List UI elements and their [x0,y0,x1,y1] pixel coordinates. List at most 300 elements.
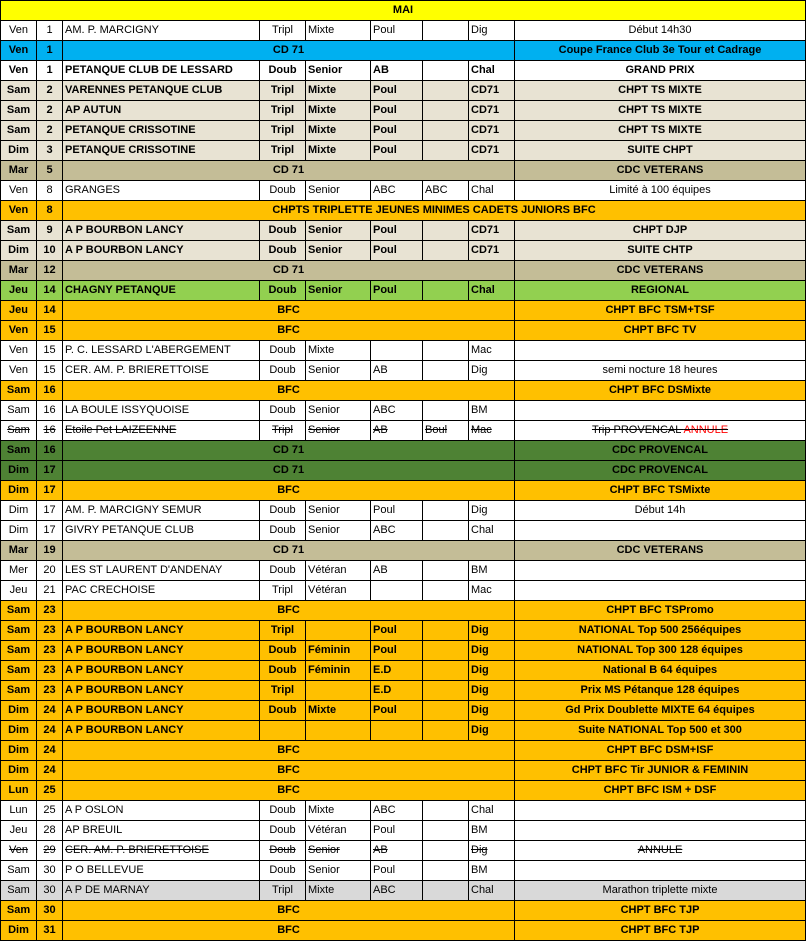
table-row [1,841,806,861]
cell-club: A P BOURBON LANCY [63,641,260,661]
cell-b [423,681,469,701]
cell-num: 16 [37,441,63,461]
table-row [1,381,806,401]
cell-org: Dig [469,681,515,701]
cell-type: Doub [260,241,306,261]
cell-club: CD 71 [63,441,515,461]
cell-cat: Vétéran [306,821,371,841]
cell-type: Doub [260,841,306,861]
cell-day: Sam [1,441,37,461]
cancelled-marker: ANNULE [683,424,729,436]
cell-note: SUITE CHTP [515,241,806,261]
cell-type: Tripl [260,421,306,441]
cell-day: Mer [1,561,37,581]
cell-day: Dim [1,141,37,161]
cell-note: CHPT BFC ISM + DSF [515,781,806,801]
cell-org: CD71 [469,81,515,101]
cell-org: Mac [469,341,515,361]
cell-num: 17 [37,521,63,541]
table-row [1,441,806,461]
cell-b [423,361,469,381]
cell-club: PETANQUE CRISSOTINE [63,121,260,141]
cell-org: Mac [469,421,515,441]
cell-a: Poul [371,241,423,261]
cell-note [515,561,806,581]
cell-b [423,101,469,121]
cell-org: CD71 [469,141,515,161]
cell-num: 10 [37,241,63,261]
month-title-row [1,1,806,21]
cell-org: BM [469,821,515,841]
cell-cat [306,621,371,641]
cell-club: BFC [63,481,515,501]
cell-num: 15 [37,321,63,341]
cell-b [423,241,469,261]
table-row [1,481,806,501]
cell-club: A P BOURBON LANCY [63,241,260,261]
cell-org: CD71 [469,221,515,241]
cell-club: A P BOURBON LANCY [63,661,260,681]
cell-cat: Senior [306,521,371,541]
cell-club: A P BOURBON LANCY [63,621,260,641]
cell-num: 24 [37,761,63,781]
cell-a: AB [371,421,423,441]
cell-type: Tripl [260,681,306,701]
cell-type: Tripl [260,621,306,641]
cell-num: 1 [37,41,63,61]
cell-note: SUITE CHPT [515,141,806,161]
cell-b [423,821,469,841]
table-row [1,861,806,881]
cell-type: Doub [260,361,306,381]
cell-note: Début 14h30 [515,21,806,41]
cell-num: 17 [37,481,63,501]
cell-club: CD 71 [63,541,515,561]
cell-type: Tripl [260,81,306,101]
cell-num: 16 [37,401,63,421]
cell-day: Ven [1,21,37,41]
cell-cat: Senior [306,221,371,241]
cell-day: Dim [1,521,37,541]
table-row [1,701,806,721]
cell-a: Poul [371,501,423,521]
cell-note: Suite NATIONAL Top 500 et 300 [515,721,806,741]
table-row [1,121,806,141]
table-row [1,461,806,481]
table-row [1,321,806,341]
cell-a: Poul [371,121,423,141]
cell-b [423,721,469,741]
cell-num: 20 [37,561,63,581]
cell-num: 29 [37,841,63,861]
cell-day: Dim [1,921,37,941]
table-row [1,621,806,641]
cell-club: LA BOULE ISSYQUOISE [63,401,260,421]
cell-a: ABC [371,521,423,541]
cell-cat: Mixte [306,21,371,41]
cell-num: 24 [37,701,63,721]
cell-note: CDC VETERANS [515,161,806,181]
cell-club: BFC [63,761,515,781]
cell-a: AB [371,561,423,581]
cell-type: Doub [260,861,306,881]
cell-day: Dim [1,461,37,481]
cell-num: 9 [37,221,63,241]
cell-note: NATIONAL Top 300 128 équipes [515,641,806,661]
cell-note: Gd Prix Doublette MIXTE 64 équipes [515,701,806,721]
cell-a: ABC [371,181,423,201]
cell-b [423,801,469,821]
cell-a: Poul [371,701,423,721]
cell-day: Sam [1,121,37,141]
cell-b [423,61,469,81]
cell-day: Ven [1,181,37,201]
cell-club: BFC [63,901,515,921]
table-row [1,81,806,101]
cell-a: Poul [371,21,423,41]
cell-note [515,861,806,881]
cell-org: Dig [469,21,515,41]
table-row [1,361,806,381]
cell-note: CDC PROVENCAL [515,461,806,481]
cell-day: Mar [1,261,37,281]
cell-a: AB [371,841,423,861]
cell-a: AB [371,61,423,81]
cell-note [515,521,806,541]
cell-org: Dig [469,661,515,681]
cell-num: 25 [37,781,63,801]
cell-num: 25 [37,801,63,821]
cell-day: Jeu [1,281,37,301]
cell-num: 8 [37,201,63,221]
cell-a [371,341,423,361]
cell-a: Poul [371,861,423,881]
cell-a [371,721,423,741]
cell-type [260,721,306,741]
table-row [1,41,806,61]
cell-num: 8 [37,181,63,201]
cell-b [423,281,469,301]
cell-note: GRAND PRIX [515,61,806,81]
cell-b [423,521,469,541]
cell-org: Chal [469,881,515,901]
cell-note [515,401,806,421]
cell-b [423,621,469,641]
page-title: MAI [1,1,806,21]
cell-day: Sam [1,901,37,921]
cell-type: Doub [260,221,306,241]
cell-num: 19 [37,541,63,561]
cell-club: GRANGES [63,181,260,201]
cell-b: ABC [423,181,469,201]
cell-num: 24 [37,741,63,761]
cell-org: Dig [469,621,515,641]
cell-num: 30 [37,901,63,921]
cell-b [423,701,469,721]
table-row [1,281,806,301]
cell-num: 2 [37,101,63,121]
cell-club: CD 71 [63,261,515,281]
cell-club: PAC CRECHOISE [63,581,260,601]
cell-num: 23 [37,621,63,641]
cell-cat: Féminin [306,661,371,681]
cell-num: 15 [37,361,63,381]
cell-org: CD71 [469,121,515,141]
cell-num: 30 [37,881,63,901]
cell-club: A P OSLON [63,801,260,821]
table-row [1,821,806,841]
cell-note: REGIONAL [515,281,806,301]
cell-day: Sam [1,381,37,401]
cell-b [423,401,469,421]
cell-a: Poul [371,81,423,101]
cell-type: Doub [260,181,306,201]
cell-num: 23 [37,601,63,621]
cell-num: 21 [37,581,63,601]
table-row [1,801,806,821]
cell-cat: Senior [306,421,371,441]
cell-day: Dim [1,481,37,501]
cell-note: Trip PROVENCAL ANNULE [515,421,806,441]
table-row [1,641,806,661]
cell-day: Ven [1,201,37,221]
cell-day: Dim [1,701,37,721]
cell-num: 14 [37,301,63,321]
cell-day: Sam [1,401,37,421]
cell-a: E.D [371,661,423,681]
cell-org: BM [469,401,515,421]
cell-note: CHPT BFC TJP [515,901,806,921]
cell-club: CHAGNY PETANQUE [63,281,260,301]
cell-num: 28 [37,821,63,841]
cell-day: Sam [1,221,37,241]
cell-num: 23 [37,641,63,661]
cell-b [423,841,469,861]
cell-type: Doub [260,61,306,81]
table-row [1,541,806,561]
table-row [1,661,806,681]
table-row [1,401,806,421]
cell-num: 23 [37,681,63,701]
cell-b [423,861,469,881]
table-row [1,241,806,261]
table-row [1,601,806,621]
cell-cat: Senior [306,241,371,261]
cell-org: Dig [469,721,515,741]
cell-cat: Mixte [306,81,371,101]
cell-cat: Senior [306,181,371,201]
cell-a: AB [371,361,423,381]
cell-day: Jeu [1,581,37,601]
cell-type: Doub [260,821,306,841]
cell-day: Sam [1,81,37,101]
cell-type: Tripl [260,101,306,121]
cell-org: Dig [469,701,515,721]
cell-day: Ven [1,361,37,381]
cell-org: Chal [469,181,515,201]
cell-note: CHPT TS MIXTE [515,121,806,141]
table-row [1,781,806,801]
cell-a: ABC [371,801,423,821]
cell-a: Poul [371,821,423,841]
cell-club: BFC [63,741,515,761]
cell-num: 30 [37,861,63,881]
cell-note: CHPTS TRIPLETTE JEUNES MINIMES CADETS JUNIORS BFC [63,201,806,221]
table-row [1,761,806,781]
cell-club: PETANQUE CLUB DE LESSARD [63,61,260,81]
table-row [1,681,806,701]
cell-day: Sam [1,101,37,121]
cell-cat: Senior [306,361,371,381]
cell-a: Poul [371,621,423,641]
cell-note: CHPT TS MIXTE [515,101,806,121]
cell-a: ABC [371,401,423,421]
cell-day: Lun [1,801,37,821]
cell-note: Marathon triplette mixte [515,881,806,901]
cell-day: Dim [1,741,37,761]
cell-b [423,341,469,361]
cell-type: Doub [260,521,306,541]
table-row [1,421,806,441]
cell-cat: Mixte [306,881,371,901]
cell-cat: Mixte [306,801,371,821]
cell-club: CD 71 [63,461,515,481]
cell-club: CER. AM. P. BRIERETTOISE [63,841,260,861]
cell-note: CHPT DJP [515,221,806,241]
cell-b [423,581,469,601]
cell-note: Prix MS Pétanque 128 équipes [515,681,806,701]
cell-club: PETANQUE CRISSOTINE [63,141,260,161]
cell-type: Doub [260,281,306,301]
cell-type: Tripl [260,121,306,141]
cell-a: Poul [371,281,423,301]
cell-note: CHPT BFC DSMixte [515,381,806,401]
cell-type: Doub [260,341,306,361]
cell-type: Doub [260,801,306,821]
cell-b [423,501,469,521]
cell-org: CD71 [469,241,515,261]
cell-note: Début 14h [515,501,806,521]
cell-day: Sam [1,661,37,681]
cell-num: 16 [37,381,63,401]
cell-org: Chal [469,281,515,301]
cell-club: A P DE MARNAY [63,881,260,901]
cell-note: Limité à 100 équipes [515,181,806,201]
table-row [1,201,806,221]
cell-num: 17 [37,501,63,521]
cell-note [515,821,806,841]
cell-num: 14 [37,281,63,301]
cell-note: CHPT BFC TSPromo [515,601,806,621]
cell-type: Doub [260,561,306,581]
cell-club: BFC [63,381,515,401]
cell-num: 1 [37,61,63,81]
cell-cat: Mixte [306,701,371,721]
cell-note [515,581,806,601]
table-row [1,581,806,601]
cell-day: Dim [1,241,37,261]
cell-b [423,661,469,681]
cell-day: Ven [1,41,37,61]
cell-cat: Mixte [306,341,371,361]
table-row [1,181,806,201]
cell-num: 2 [37,121,63,141]
cell-club: BFC [63,601,515,621]
cell-cat: Mixte [306,101,371,121]
cell-num: 1 [37,21,63,41]
cell-b [423,561,469,581]
calendar-body [1,1,806,941]
cell-org: BM [469,861,515,881]
cell-a: Poul [371,141,423,161]
cell-num: 2 [37,81,63,101]
cell-num: 12 [37,261,63,281]
cell-club: P. C. LESSARD L'ABERGEMENT [63,341,260,361]
cell-cat [306,721,371,741]
table-row [1,301,806,321]
cell-club: CD 71 [63,161,515,181]
cell-num: 17 [37,461,63,481]
table-row [1,261,806,281]
cell-day: Sam [1,681,37,701]
table-row [1,741,806,761]
cell-num: 3 [37,141,63,161]
cell-note: CHPT BFC DSM+ISF [515,741,806,761]
cell-note [515,801,806,821]
cell-cat: Mixte [306,141,371,161]
cell-club: CER. AM. P. BRIERETTOISE [63,361,260,381]
cell-b [423,121,469,141]
table-row [1,921,806,941]
table-row [1,161,806,181]
table-row [1,881,806,901]
cell-a: Poul [371,221,423,241]
cell-note: CHPT BFC TSM+TSF [515,301,806,321]
cell-note: CDC PROVENCAL [515,441,806,461]
cell-org: Dig [469,501,515,521]
cell-day: Jeu [1,301,37,321]
cell-club: AP AUTUN [63,101,260,121]
table-row [1,221,806,241]
cell-a: Poul [371,101,423,121]
cell-type: Tripl [260,581,306,601]
cell-day: Lun [1,781,37,801]
table-row [1,561,806,581]
cell-a: ABC [371,881,423,901]
cell-type: Tripl [260,141,306,161]
cell-a: E.D [371,681,423,701]
cell-day: Sam [1,621,37,641]
cell-note: CHPT TS MIXTE [515,81,806,101]
cell-type: Doub [260,701,306,721]
cell-club: BFC [63,921,515,941]
cell-day: Sam [1,881,37,901]
cell-club: A P BOURBON LANCY [63,221,260,241]
cell-cat: Féminin [306,641,371,661]
cell-org: BM [469,561,515,581]
cell-type: Doub [260,661,306,681]
cell-club: LES ST LAURENT D'ANDENAY [63,561,260,581]
cell-day: Ven [1,341,37,361]
cell-cat: Vétéran [306,561,371,581]
cell-a [371,581,423,601]
cell-club: AM. P. MARCIGNY [63,21,260,41]
cell-day: Jeu [1,821,37,841]
cell-club: AP BREUIL [63,821,260,841]
cell-club: A P BOURBON LANCY [63,721,260,741]
cell-cat: Senior [306,61,371,81]
cell-day: Dim [1,721,37,741]
